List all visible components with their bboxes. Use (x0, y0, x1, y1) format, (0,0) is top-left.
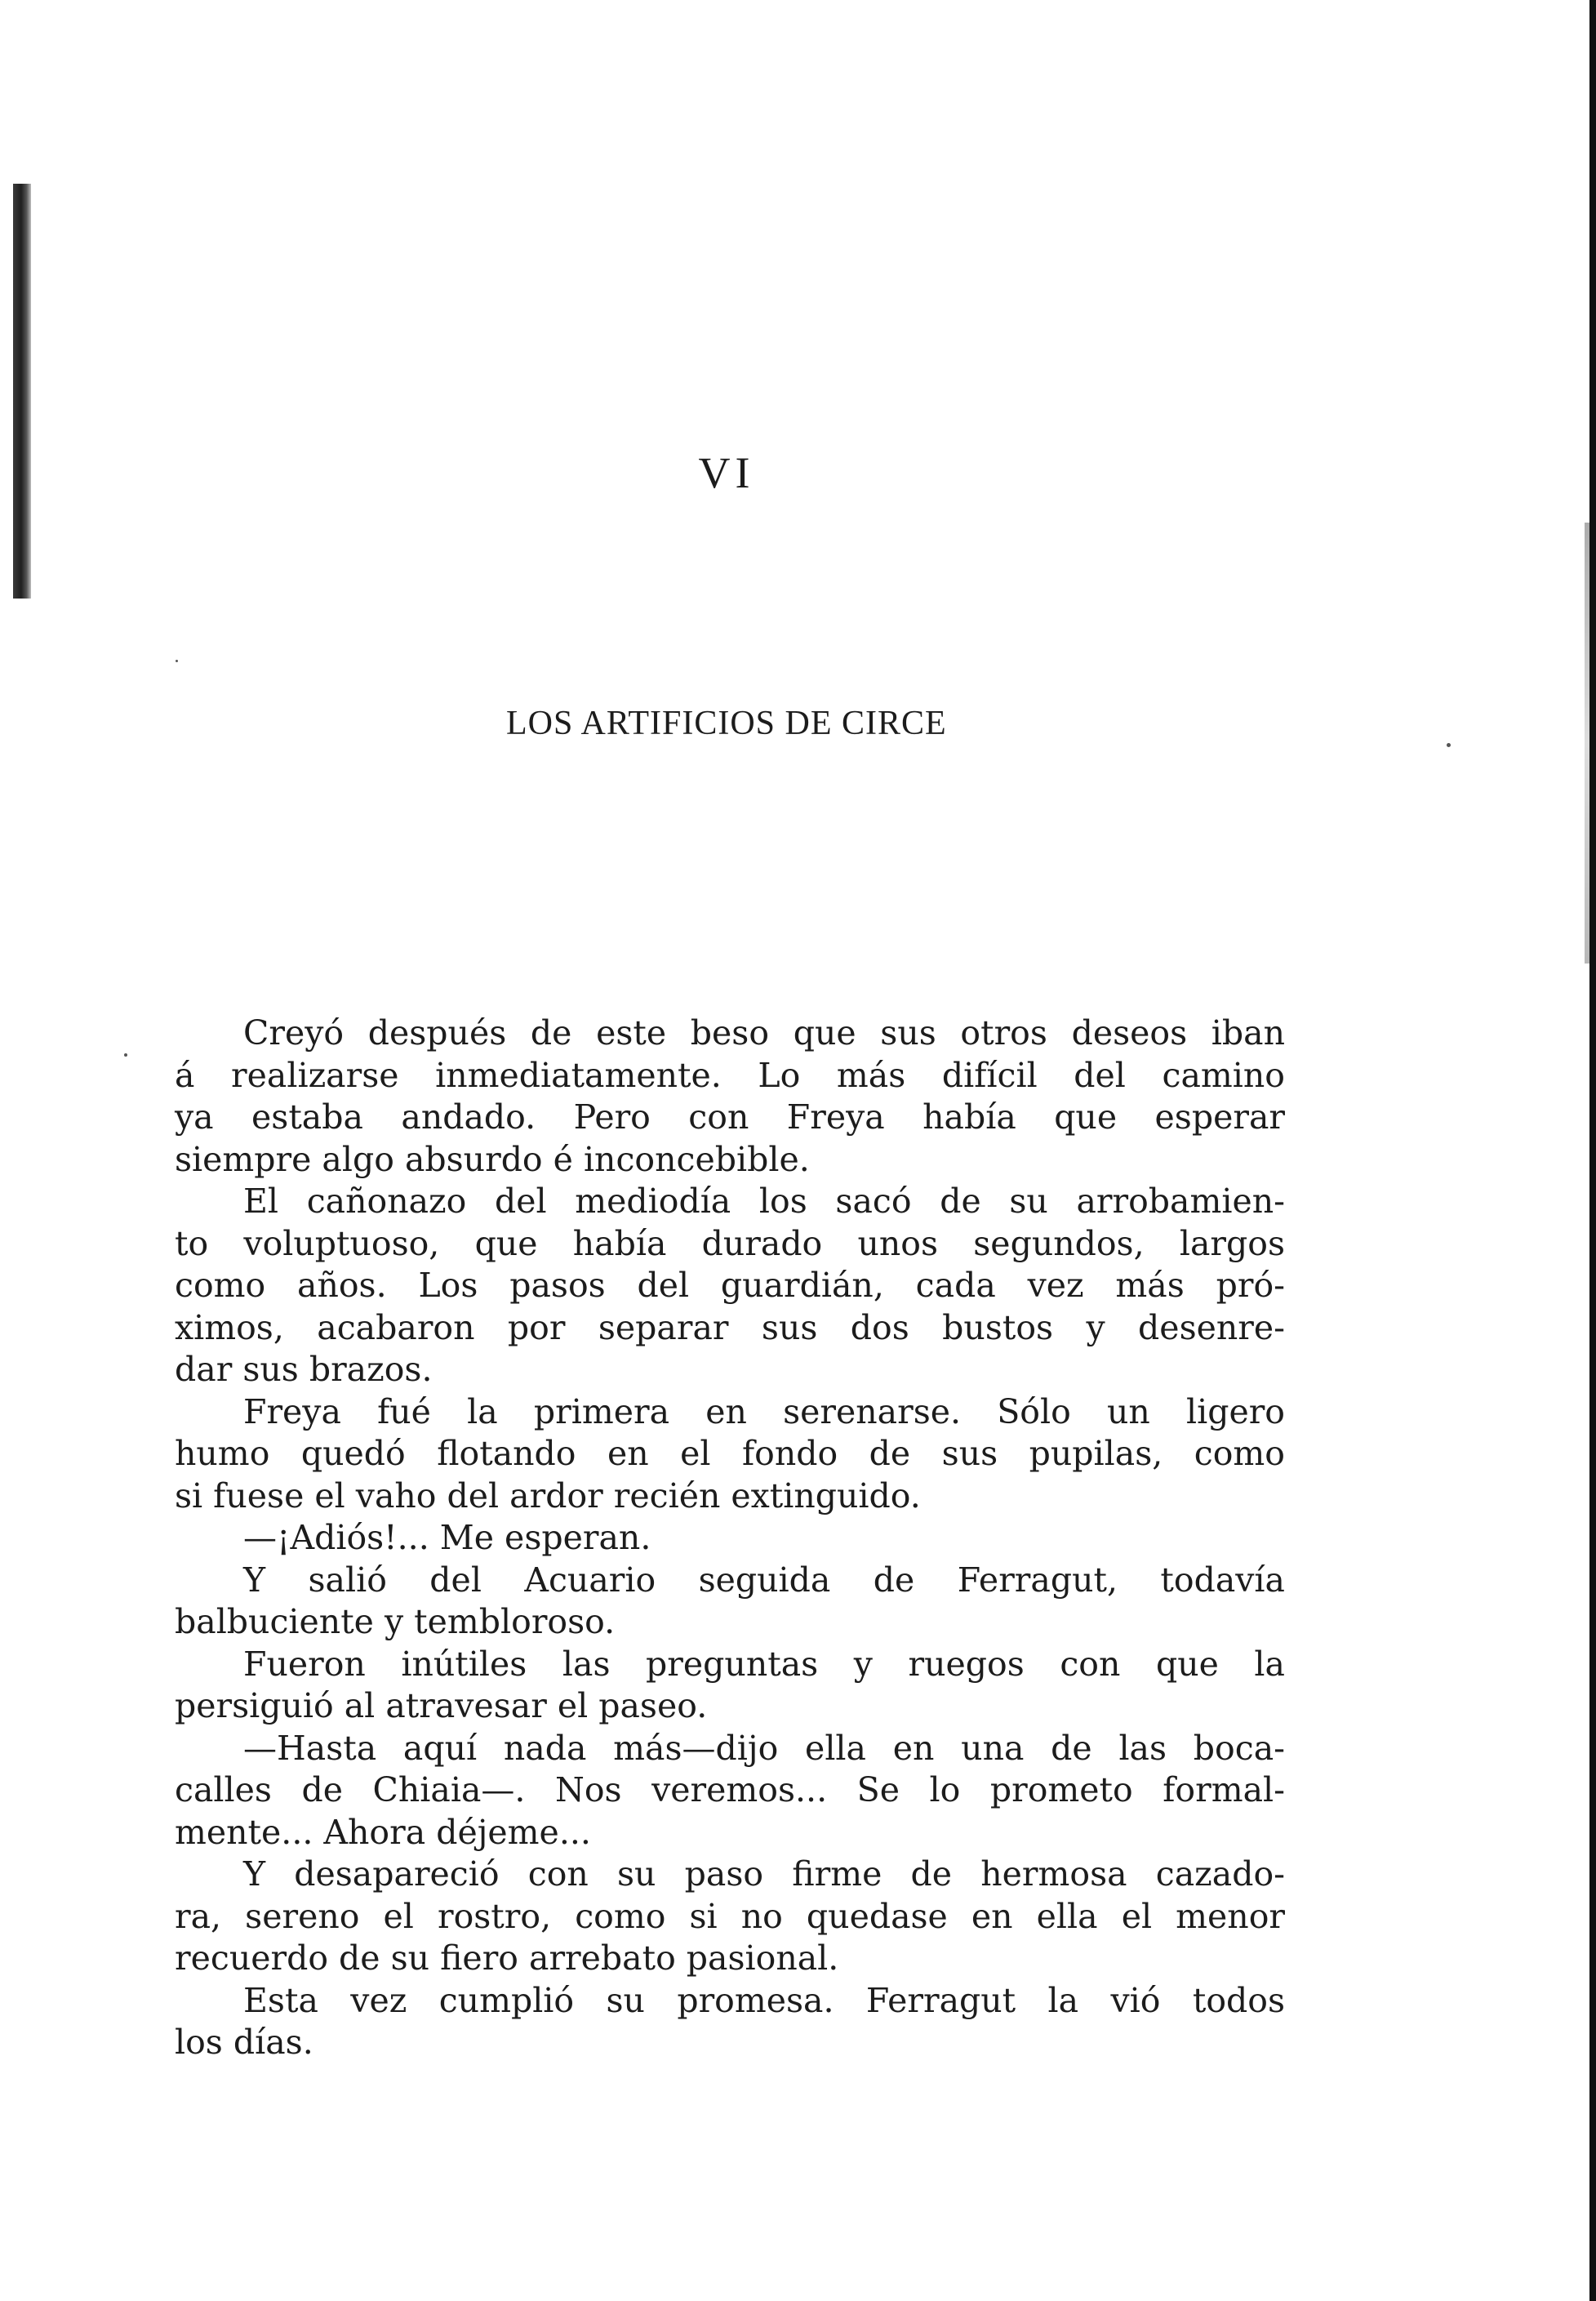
text-line: Y desapareció con su paso firme de hermosa cazado- (243, 1854, 1285, 1894)
chapter-number: VI (698, 448, 755, 497)
text-line: calles de Chiaia—. Nos veremos... Se lo prometo formal- (175, 1770, 1285, 1809)
scan-speck (1447, 743, 1451, 747)
body-text (175, 1013, 1285, 2064)
text-line: á realizarse inmediatamente. Lo más difícil del camino (175, 1055, 1285, 1095)
text-line: to voluptuoso, que había durado unos segundos, largos (175, 1223, 1285, 1263)
text-line: mente... Ahora déjeme... (175, 1812, 591, 1852)
text-line: —¡Adiós!... Me esperan. (243, 1518, 651, 1557)
scan-page-edge-fade (1585, 523, 1589, 964)
text-line: si fuese el vaho del ardor recién extinguido. (175, 1475, 921, 1515)
text-line: dar sus brazos. (175, 1350, 433, 1389)
text-line: —Hasta aquí nada más—dijo ella en una de las boca- (243, 1728, 1285, 1768)
text-line: siempre algo absurdo é inconcebible. (175, 1139, 810, 1179)
text-line: Freya fué la primera en serenarse. Sólo un ligero (243, 1391, 1285, 1431)
text-line: Fueron inútiles las preguntas y ruegos con que la (243, 1644, 1285, 1684)
text-line: ra, sereno el rostro, como si no quedase en ella el menor (175, 1896, 1285, 1936)
text-line: recuerdo de su fiero arrebato pasional. (175, 1938, 839, 1978)
text-line: El cañonazo del mediodía los sacó de su arrobamien- (243, 1182, 1285, 1221)
scan-speck (124, 1053, 127, 1057)
text-line: persiguió al atravesar el paseo. (175, 1686, 708, 1725)
scan-page-edge (1589, 0, 1596, 2301)
text-line: ya estaba andado. Pero con Freya había que esperar (175, 1097, 1285, 1137)
scan-binding-shadow (13, 184, 31, 599)
text-line: como años. Los pasos del guardián, cada vez más pró- (175, 1266, 1285, 1305)
text-line: Creyó después de este beso que sus otros deseos iban (243, 1013, 1285, 1053)
text-line: los días. (175, 2023, 313, 2062)
text-line: Y salió del Acuario seguida de Ferragut, todavía (243, 1560, 1285, 1600)
chapter-title: LOS ARTIFICIOS DE CIRCE (506, 705, 947, 742)
scan-speck (176, 660, 178, 662)
text-line: Esta vez cumplió su promesa. Ferragut la vió todos (243, 1980, 1285, 2020)
text-line: balbuciente y tembloroso. (175, 1602, 616, 1641)
text-line: humo quedó flotando en el fondo de sus pupilas, como (175, 1434, 1285, 1473)
text-line: ximos, acabaron por separar sus dos bustos y desenre- (175, 1307, 1285, 1347)
